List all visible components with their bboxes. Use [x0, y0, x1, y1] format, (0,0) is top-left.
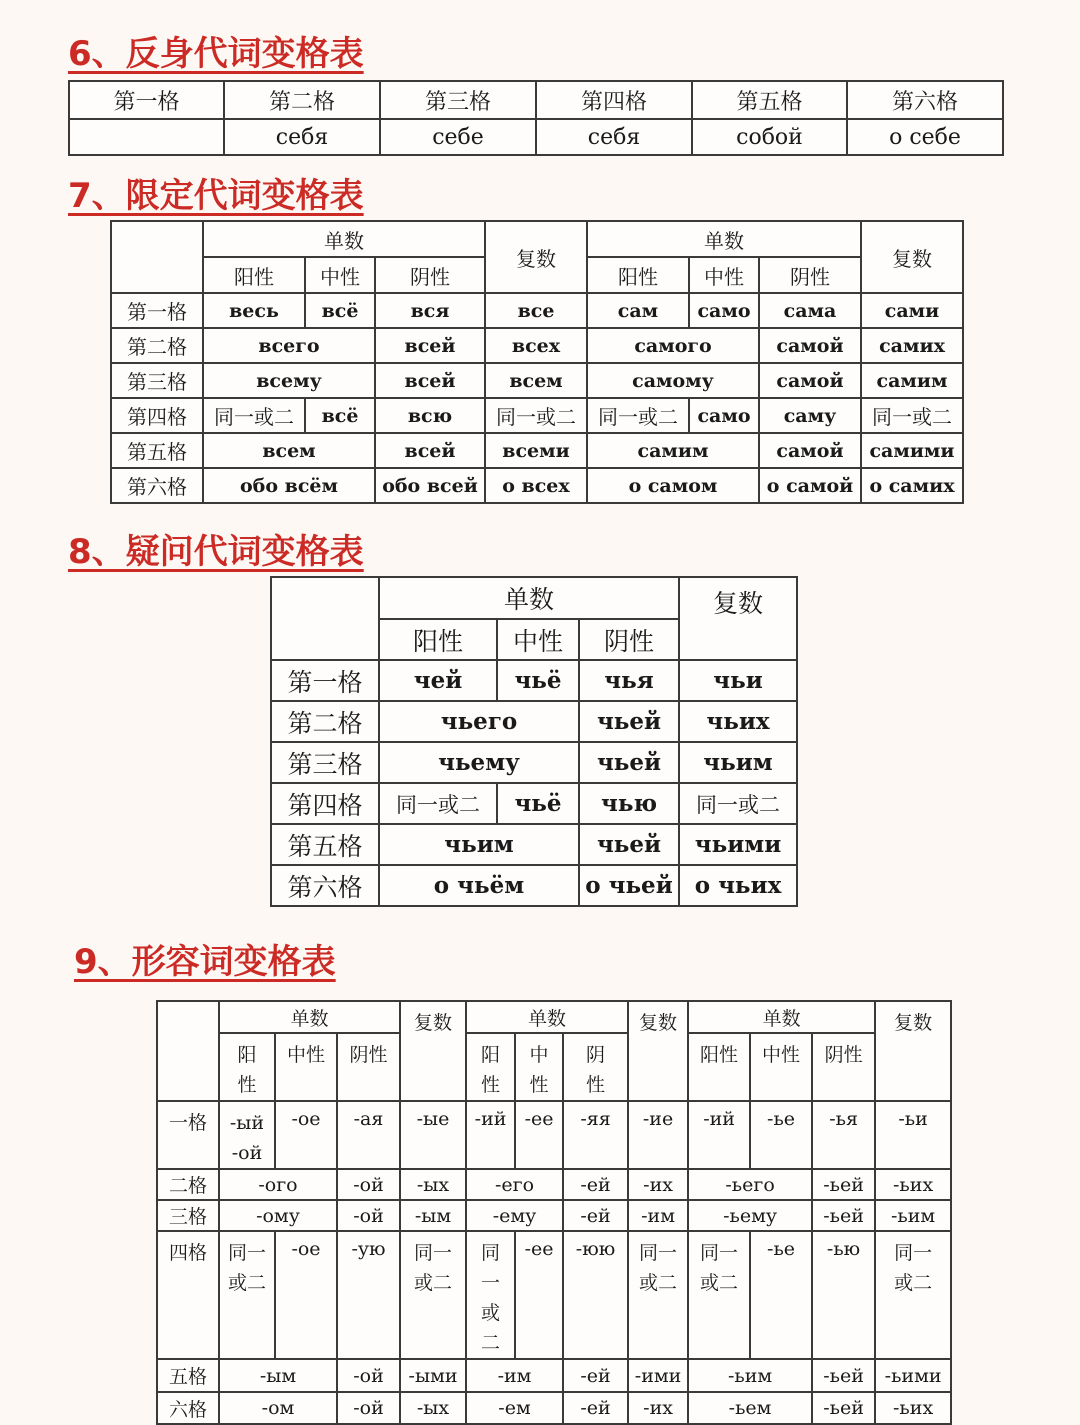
g3-masc: -ий	[688, 1101, 750, 1169]
singular-header-2: 单数	[466, 1001, 628, 1033]
plural-header-2: 复数	[861, 221, 963, 293]
sam-fem: самой	[759, 328, 861, 363]
sam-fem: о самой	[759, 468, 861, 503]
plural-header: 复数	[485, 221, 587, 293]
case-label-5: 第五格	[111, 433, 203, 468]
neut-header-3: 中性	[750, 1033, 812, 1101]
g2-masc: -ий	[466, 1101, 515, 1169]
ves-masc: 同一或二	[203, 398, 305, 433]
g3-plural: -ьих	[875, 1392, 951, 1424]
chei-fem: чьей	[579, 742, 679, 783]
sam-plural: самих	[861, 328, 963, 363]
g3-neut: -ье	[750, 1231, 812, 1359]
interrogative-pronoun-table	[270, 576, 798, 907]
neut-header-2: 中性	[689, 257, 759, 293]
g3-neut: -ье	[750, 1101, 812, 1169]
g3-plural: 同一 或二	[875, 1231, 951, 1359]
section7-title: 7、限定代词变格表	[68, 176, 364, 216]
chei-fem: чья	[579, 660, 679, 701]
g1-fem: -ая	[337, 1101, 400, 1169]
plural-header-2: 复数	[628, 1001, 688, 1101]
g3-mn: -ьем	[688, 1392, 812, 1424]
sam-mn: самим	[587, 433, 759, 468]
case-header-4: 第四格	[536, 81, 692, 119]
g3-plural: -ьим	[875, 1200, 951, 1231]
ves-neut: всё	[305, 293, 375, 328]
sam-neut: само	[689, 293, 759, 328]
fem-header: 阴性	[579, 619, 679, 660]
ves-fem: вся	[375, 293, 485, 328]
definitive-pronoun-table	[110, 220, 964, 504]
g3-mn: -ьему	[688, 1200, 812, 1231]
chei-mn: чьего	[379, 701, 579, 742]
case-label-3: 第三格	[111, 363, 203, 398]
fem-header-2: 阴 性	[563, 1033, 628, 1101]
ves-mn: всем	[203, 433, 375, 468]
g2-plural: -им	[628, 1200, 688, 1231]
g3-fem: -ьей	[812, 1359, 875, 1392]
g2-mn: -им	[466, 1359, 563, 1392]
case-label-6: 第六格	[271, 865, 379, 906]
g2-fem: -яя	[563, 1101, 628, 1169]
sam-plural: о самих	[861, 468, 963, 503]
g2-plural: -ими	[628, 1359, 688, 1392]
g3-fem: -ью	[812, 1231, 875, 1359]
ves-fem: всей	[375, 433, 485, 468]
g2-plural: -их	[628, 1169, 688, 1200]
ves-mn: всего	[203, 328, 375, 363]
chei-plural: чьих	[679, 701, 797, 742]
g2-fem: -ей	[563, 1200, 628, 1231]
g1-fem: -ой	[337, 1359, 400, 1392]
g3-fem: -ьей	[812, 1169, 875, 1200]
sam-plural: сами	[861, 293, 963, 328]
fem-header-1: 阴性	[337, 1033, 400, 1101]
g2-plural: -ие	[628, 1101, 688, 1169]
chei-mn: о чьём	[379, 865, 579, 906]
sam-plural: самим	[861, 363, 963, 398]
g3-mn: -ьим	[688, 1359, 812, 1392]
g2-mn: -ем	[466, 1392, 563, 1424]
g1-neut: -ое	[275, 1231, 337, 1359]
g2-mn: -ему	[466, 1200, 563, 1231]
g3-plural: -ьих	[875, 1169, 951, 1200]
ves-fem: всей	[375, 328, 485, 363]
chei-plural: 同一或二	[679, 783, 797, 824]
neut-header: 中性	[497, 619, 579, 660]
ves-masc: весь	[203, 293, 305, 328]
singular-header: 单数	[379, 577, 679, 619]
case-label-4: 第四格	[111, 398, 203, 433]
case-label-4: 四格	[157, 1231, 219, 1359]
ves-fem: всю	[375, 398, 485, 433]
section8-title: 8、疑问代词变格表	[68, 532, 364, 572]
g1-plural: -ыми	[400, 1359, 466, 1392]
case-label-5: 第五格	[271, 824, 379, 865]
g1-mn: -ого	[219, 1169, 337, 1200]
sam-mn: самого	[587, 328, 759, 363]
case-label-1: 第一格	[271, 660, 379, 701]
case-label-6: 第六格	[111, 468, 203, 503]
g3-plural: -ьи	[875, 1101, 951, 1169]
case-label-2: 第二格	[111, 328, 203, 363]
singular-header-3: 单数	[688, 1001, 875, 1033]
sam-masc: сам	[587, 293, 689, 328]
case-header-6: 第六格	[847, 81, 1003, 119]
plural-header: 复数	[679, 577, 797, 660]
g1-fem: -ую	[337, 1231, 400, 1359]
g3-fem: -ья	[812, 1101, 875, 1169]
sam-masc: 同一或二	[587, 398, 689, 433]
form-cell-2: себя	[224, 119, 380, 155]
form-cell-5: собой	[692, 119, 847, 155]
ves-plural: о всех	[485, 468, 587, 503]
chei-fem: чьей	[579, 701, 679, 742]
chei-plural: чьим	[679, 742, 797, 783]
chei-plural: чьими	[679, 824, 797, 865]
g3-fem: -ьей	[812, 1200, 875, 1231]
section6-title: 6、反身代词变格表	[68, 34, 364, 74]
corner-cell	[111, 221, 203, 293]
chei-masc: 同一或二	[379, 783, 497, 824]
fem-header-3: 阴性	[812, 1033, 875, 1101]
g3-mn: -ьего	[688, 1169, 812, 1200]
ves-plural: все	[485, 293, 587, 328]
g3-fem: -ьей	[812, 1392, 875, 1424]
g1-masc: -ый -ой	[219, 1101, 275, 1169]
case-header-5: 第五格	[692, 81, 847, 119]
case-label-1: 一格	[157, 1101, 219, 1169]
masc-header-3: 阳性	[688, 1033, 750, 1101]
sam-plural: 同一或二	[861, 398, 963, 433]
chei-fem: чьей	[579, 824, 679, 865]
chei-neut: чьё	[497, 783, 579, 824]
form-cell-4: себя	[536, 119, 692, 155]
sam-mn: о самом	[587, 468, 759, 503]
g2-mn: -его	[466, 1169, 563, 1200]
g1-mn: -ом	[219, 1392, 337, 1424]
sam-fem: сама	[759, 293, 861, 328]
g1-plural: -ых	[400, 1169, 466, 1200]
g2-fem: -ей	[563, 1392, 628, 1424]
sam-neut: само	[689, 398, 759, 433]
neut-header-1: 中性	[275, 1033, 337, 1101]
g1-neut: -ое	[275, 1101, 337, 1169]
g1-plural: 同一 或二	[400, 1231, 466, 1359]
case-label-3: 三格	[157, 1200, 219, 1231]
chei-plural: о чьих	[679, 865, 797, 906]
sam-mn: самому	[587, 363, 759, 398]
g1-plural: -ых	[400, 1392, 466, 1424]
masc-header-2: 阳 性	[466, 1033, 515, 1101]
singular-header-1: 单数	[219, 1001, 400, 1033]
case-header-3: 第三格	[380, 81, 536, 119]
form-cell-3: себе	[380, 119, 536, 155]
plural-header-1: 复数	[400, 1001, 466, 1101]
sam-fem: самой	[759, 433, 861, 468]
masc-header: 阳性	[379, 619, 497, 660]
adjective-ending-table	[156, 1000, 952, 1425]
g1-masc: 同一 或二	[219, 1231, 275, 1359]
masc-header-2: 阳性	[587, 257, 689, 293]
neut-header-2: 中 性	[515, 1033, 563, 1101]
corner-cell	[271, 577, 379, 660]
case-label-4: 第四格	[271, 783, 379, 824]
form-cell-6: о себе	[847, 119, 1003, 155]
case-label-2: 二格	[157, 1169, 219, 1200]
chei-neut: чьё	[497, 660, 579, 701]
ves-mn: всему	[203, 363, 375, 398]
g1-plural: -ым	[400, 1200, 466, 1231]
g2-fem: -ей	[563, 1169, 628, 1200]
ves-fem: всей	[375, 363, 485, 398]
sam-plural: самими	[861, 433, 963, 468]
singular-header: 单数	[203, 221, 485, 257]
g3-masc: 同一 或二	[688, 1231, 750, 1359]
neut-header: 中性	[305, 257, 375, 293]
case-label-5: 五格	[157, 1359, 219, 1392]
chei-fem: чью	[579, 783, 679, 824]
fem-header-2: 阴性	[759, 257, 861, 293]
g2-neut: -ее	[515, 1231, 563, 1359]
g2-plural: 同一 或二	[628, 1231, 688, 1359]
sam-fem: самой	[759, 363, 861, 398]
chei-mn: чьим	[379, 824, 579, 865]
g3-plural: -ьими	[875, 1359, 951, 1392]
g1-plural: -ые	[400, 1101, 466, 1169]
masc-header: 阳性	[203, 257, 305, 293]
form-cell-1	[69, 119, 224, 155]
case-label-3: 第三格	[271, 742, 379, 783]
g1-mn: -ому	[219, 1200, 337, 1231]
chei-masc: чей	[379, 660, 497, 701]
chei-fem: о чьей	[579, 865, 679, 906]
chei-plural: чьи	[679, 660, 797, 701]
case-label-1: 第一格	[111, 293, 203, 328]
reflexive-pronoun-table	[68, 80, 1004, 156]
section9-title: 9、形容词变格表	[74, 942, 336, 982]
g2-fem: -юю	[563, 1231, 628, 1359]
g2-masc: 同 一 或 二	[466, 1231, 515, 1359]
case-label-6: 六格	[157, 1392, 219, 1424]
corner-cell	[157, 1001, 219, 1101]
g1-fem: -ой	[337, 1200, 400, 1231]
ves-plural: всем	[485, 363, 587, 398]
g1-fem: -ой	[337, 1392, 400, 1424]
ves-fem: обо всей	[375, 468, 485, 503]
ves-neut: всё	[305, 398, 375, 433]
ves-mn: обо всём	[203, 468, 375, 503]
case-label-2: 第二格	[271, 701, 379, 742]
case-header-2: 第二格	[224, 81, 380, 119]
fem-header: 阴性	[375, 257, 485, 293]
singular-header-2: 单数	[587, 221, 861, 257]
g1-mn: -ым	[219, 1359, 337, 1392]
g2-fem: -ей	[563, 1359, 628, 1392]
case-header-1: 第一格	[69, 81, 224, 119]
ves-plural: всех	[485, 328, 587, 363]
g2-plural: -их	[628, 1392, 688, 1424]
masc-header-1: 阳 性	[219, 1033, 275, 1101]
chei-mn: чьему	[379, 742, 579, 783]
g2-neut: -ее	[515, 1101, 563, 1169]
g1-fem: -ой	[337, 1169, 400, 1200]
ves-plural: 同一或二	[485, 398, 587, 433]
plural-header-3: 复数	[875, 1001, 951, 1101]
sam-fem: саму	[759, 398, 861, 433]
ves-plural: всеми	[485, 433, 587, 468]
